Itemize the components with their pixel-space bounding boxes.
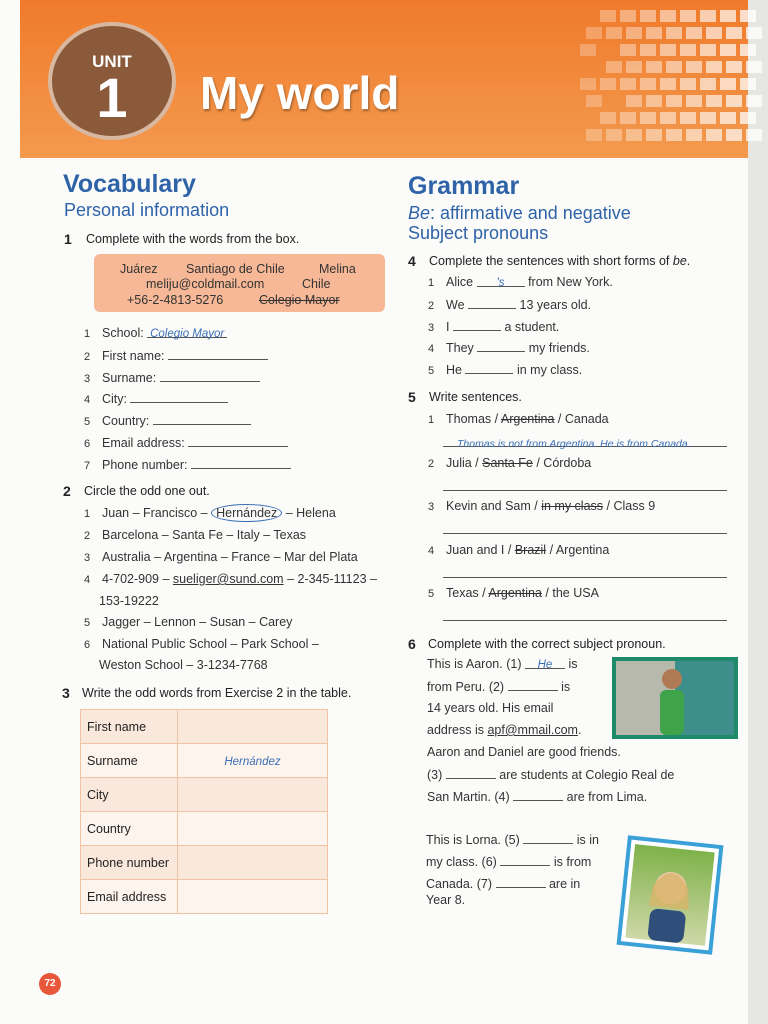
tile	[666, 95, 682, 107]
exercise-2-item-1	[84, 506, 336, 520]
handwritten-answer	[443, 612, 457, 624]
tile	[686, 27, 702, 39]
crossed-word: Argentina	[500, 412, 555, 426]
text: (3)	[427, 768, 443, 782]
handwritten-answer	[443, 569, 457, 581]
tile	[620, 10, 636, 22]
exercise-6-number: 6	[408, 636, 416, 652]
tile	[686, 61, 702, 73]
text: Canada. (7)	[426, 877, 493, 891]
text-aaron-line-2	[427, 679, 570, 694]
text: from Peru. (2)	[427, 680, 505, 694]
item-text: Kevin and Sam /	[446, 499, 538, 513]
item-number: 5	[428, 365, 435, 378]
tile	[726, 95, 742, 107]
exercise-5-number: 5	[408, 389, 416, 405]
item-text: my friends.	[528, 341, 590, 356]
boy-figure-icon	[616, 661, 734, 735]
unit-number: 1	[96, 66, 128, 129]
handwritten-answer: Colegio Mayor	[150, 328, 225, 340]
crossed-word: in my class	[541, 499, 604, 513]
tile	[586, 129, 602, 141]
tile	[620, 78, 636, 90]
box-word: Chile	[302, 277, 331, 291]
tile	[626, 27, 642, 39]
exercise-2-item-4-cont: 153-19222	[99, 594, 159, 608]
unit-label: UNIT	[92, 52, 132, 71]
exercise-4-item	[428, 275, 613, 289]
answer-blank[interactable]	[453, 319, 501, 331]
item-number: 3	[428, 321, 435, 334]
text: is	[568, 657, 578, 671]
tile	[646, 129, 662, 141]
tile	[746, 129, 762, 141]
text: is from	[553, 855, 592, 869]
row-value[interactable]	[178, 846, 328, 880]
row-value[interactable]	[178, 744, 328, 778]
item-text: They	[446, 341, 474, 356]
exercise-1-item	[84, 435, 288, 450]
item-number: 5	[84, 416, 91, 429]
text: are from Lima.	[566, 790, 648, 804]
item-text: Australia – Argentina – France – Mar del Plata	[102, 550, 358, 564]
crossed-word: Santa Fe	[482, 456, 533, 470]
item-text: Alice	[446, 275, 474, 289]
page-number: 72	[39, 973, 61, 995]
item-number: 3	[428, 501, 435, 513]
tile	[640, 44, 656, 56]
text-aaron-line-7	[427, 789, 647, 804]
tile	[640, 10, 656, 22]
tile	[706, 129, 722, 141]
exercise-5-item	[428, 499, 655, 513]
item-label: Email address:	[102, 436, 185, 450]
item-number: 6	[84, 438, 91, 450]
row-label: Email address	[81, 880, 178, 914]
answer-blank[interactable]	[477, 340, 525, 352]
handwritten-answer: Hernández	[224, 755, 281, 768]
box-word: meliju@coldmail.com	[146, 277, 265, 291]
exercise-2-number: 2	[63, 483, 71, 499]
answer-blank[interactable]	[191, 457, 291, 469]
text-aaron-line-1	[427, 657, 577, 671]
item-number: 5	[428, 588, 435, 600]
text: are in	[548, 877, 581, 891]
tile	[640, 78, 656, 90]
tile	[600, 10, 616, 22]
crossed-word: Brazil	[514, 543, 547, 557]
exercise-2-item-5	[84, 615, 292, 629]
item-label: Country:	[102, 414, 150, 429]
answer-blank[interactable]	[496, 876, 546, 888]
text-aaron-line-3: 14 years old. His email	[427, 701, 554, 715]
text: is in	[576, 833, 599, 847]
page-edge	[748, 0, 768, 1024]
subheading-rest: : affirmative and negative	[430, 203, 631, 223]
text-lorna-line-2	[426, 854, 591, 869]
decorative-tiles	[580, 10, 768, 150]
tile	[680, 44, 696, 56]
table-row	[81, 710, 328, 744]
table-row	[81, 778, 328, 812]
item-text: / Class 9	[606, 499, 656, 513]
tile	[726, 61, 742, 73]
answer-blank[interactable]	[130, 391, 228, 403]
tile	[680, 10, 696, 22]
tile	[580, 44, 596, 56]
table-row	[81, 812, 328, 846]
crossed-word: Argentina	[488, 586, 542, 600]
answer-blank[interactable]	[153, 413, 251, 425]
item-text: Julia /	[446, 456, 479, 470]
tile	[740, 10, 756, 22]
exercise-5-item	[428, 456, 591, 470]
item-text: Texas /	[446, 586, 486, 600]
word-box	[94, 254, 385, 312]
handwritten-answer	[443, 482, 457, 494]
tile	[606, 27, 622, 39]
tile	[586, 27, 602, 39]
exercise-4-item	[428, 297, 591, 312]
tile	[580, 78, 596, 90]
exercise-2-item-6	[84, 637, 319, 651]
item-number: 1	[428, 414, 435, 426]
answer-line[interactable]	[443, 434, 727, 450]
item-number: 4	[428, 545, 435, 557]
tile	[720, 78, 736, 90]
tile	[700, 10, 716, 22]
item-text: / Argentina	[549, 543, 610, 557]
exercise-6-instruction: Complete with the correct subject pronoun.	[428, 637, 666, 651]
text: address is	[427, 723, 484, 737]
item-number: 2	[428, 458, 435, 470]
item-text: Barcelona – Santa Fe – Italy – Texas	[102, 528, 307, 542]
item-number: 4	[428, 343, 435, 356]
item-number: 1	[84, 328, 91, 340]
answer-blank[interactable]	[465, 362, 513, 374]
answer-blank[interactable]	[147, 326, 227, 338]
item-text: Juan – Francisco –	[102, 506, 208, 520]
text: is	[561, 680, 571, 694]
answer-blank[interactable]	[160, 370, 260, 382]
tile	[646, 27, 662, 39]
item-text: a student.	[504, 319, 560, 334]
item-number: 1	[84, 508, 91, 520]
item-text: / the USA	[545, 586, 599, 600]
item-text: – Helena	[285, 506, 336, 520]
item-label: City:	[102, 392, 127, 407]
exercise-2-item-6-cont: Weston School – 3-1234-7768	[99, 658, 268, 672]
exercise-4-item	[428, 362, 582, 377]
answer-line[interactable]	[443, 565, 727, 578]
exercise-1-item	[84, 391, 228, 406]
row-label: Surname	[81, 744, 178, 778]
tile	[660, 10, 676, 22]
answer-blank[interactable]	[168, 348, 268, 360]
answer-blank[interactable]	[468, 297, 516, 309]
odd-words-table	[80, 709, 328, 914]
item-text: – 2-345-11123 –	[287, 572, 377, 586]
text-aaron-line-5: Aaron and Daniel are good friends.	[427, 745, 621, 759]
row-label: Phone number	[81, 846, 178, 880]
tile	[720, 112, 736, 124]
exercise-4-item	[428, 340, 590, 355]
text: This is Lorna. (5)	[426, 833, 520, 847]
box-word: Melina	[319, 262, 356, 276]
item-label: Surname:	[102, 370, 157, 385]
unit-title: My world	[200, 67, 400, 119]
tile	[686, 95, 702, 107]
exercise-1-item	[84, 370, 260, 385]
item-text: We	[446, 297, 465, 312]
exercise-5-instruction: Write sentences.	[429, 390, 522, 404]
text: my class. (6)	[426, 855, 497, 869]
tile	[740, 78, 756, 90]
grammar-subheading-2: Subject pronouns	[408, 223, 549, 243]
answer-blank[interactable]	[446, 767, 496, 779]
tile	[626, 61, 642, 73]
tile	[586, 95, 602, 107]
tile	[740, 44, 756, 56]
tile	[646, 95, 662, 107]
exercise-5-item	[428, 543, 609, 557]
exercise-5-item	[428, 586, 599, 600]
grammar-heading: Grammar	[408, 172, 520, 200]
exercise-1-item	[84, 457, 291, 472]
exercise-2-item-2	[84, 528, 306, 542]
tile	[606, 61, 622, 73]
tile	[746, 95, 762, 107]
tile	[720, 44, 736, 56]
row-value[interactable]	[178, 778, 328, 812]
answer-line[interactable]	[443, 521, 727, 534]
tile	[626, 129, 642, 141]
tile	[600, 78, 616, 90]
exercise-1-item	[84, 413, 251, 428]
table-row	[81, 744, 328, 778]
row-value[interactable]	[178, 880, 328, 914]
answer-blank[interactable]	[513, 789, 563, 801]
tile	[666, 129, 682, 141]
photo-lorna	[617, 835, 724, 954]
tile	[700, 112, 716, 124]
exercise-4-item	[428, 319, 559, 334]
vocabulary-heading: Vocabulary	[63, 170, 196, 198]
tile	[666, 27, 682, 39]
tile	[686, 129, 702, 141]
box-word-crossed: Colegio Mayor	[259, 293, 340, 307]
row-label: City	[81, 778, 178, 812]
tile	[640, 112, 656, 124]
exercise-2-instruction: Circle the odd one out.	[84, 484, 210, 498]
tile	[726, 27, 742, 39]
text: This is Aaron. (1)	[427, 657, 522, 671]
email-link: apf@mmail.com	[487, 723, 578, 737]
item-number: 3	[84, 372, 91, 385]
box-word: Santiago de Chile	[186, 262, 285, 276]
item-text: 13 years old.	[519, 297, 592, 312]
tile	[606, 129, 622, 141]
item-label: School:	[102, 326, 144, 340]
answer-blank[interactable]	[188, 435, 288, 447]
tile	[660, 44, 676, 56]
answer-blank[interactable]	[477, 275, 525, 287]
text: San Martin. (4)	[427, 790, 510, 804]
tile	[720, 10, 736, 22]
tile	[706, 95, 722, 107]
exercise-4-number: 4	[408, 253, 416, 269]
item-text: / Canada	[557, 412, 609, 426]
item-number: 4	[84, 574, 91, 586]
text-lorna-line-3	[426, 876, 580, 891]
tile	[620, 112, 636, 124]
item-text: I	[446, 319, 450, 334]
row-label: Country	[81, 812, 178, 846]
exercise-3-instruction: Write the odd words from Exercise 2 in the table.	[82, 686, 352, 700]
text-lorna-line-4: Year 8.	[426, 893, 466, 907]
handwritten-answer	[443, 525, 457, 537]
girl-figure-icon	[625, 844, 714, 946]
item-text: He	[446, 363, 462, 378]
exercise-1-item	[84, 348, 268, 363]
handwritten-answer: 's	[496, 277, 505, 289]
exercise-1-number: 1	[64, 231, 72, 247]
item-number: 4	[84, 394, 91, 407]
box-word: +56-2-4813-5276	[127, 293, 224, 307]
tile	[706, 61, 722, 73]
tile	[746, 61, 762, 73]
text: are students at Colegio Real de	[499, 768, 675, 782]
item-text: 4-702-909 –	[102, 572, 170, 586]
email-link: sueliger@sund.com	[172, 572, 284, 586]
tile	[680, 78, 696, 90]
grammar-subheading	[408, 203, 631, 224]
table-row	[81, 846, 328, 880]
tile	[660, 78, 676, 90]
item-text: / Córdoba	[536, 456, 592, 470]
row-value[interactable]	[178, 812, 328, 846]
row-label: First name	[81, 710, 178, 744]
tile	[680, 112, 696, 124]
item-number: 2	[84, 350, 91, 363]
exercise-5-item	[428, 412, 609, 426]
text-lorna-line-1	[426, 832, 599, 847]
box-word: Juárez	[120, 262, 158, 276]
answer-line[interactable]	[443, 478, 727, 491]
exercise-4-instruction: Complete the sentences with short forms of be.	[429, 254, 691, 268]
tile	[706, 27, 722, 39]
item-number: 3	[84, 552, 91, 564]
item-number: 2	[84, 530, 91, 542]
text-aaron-line-6	[427, 767, 674, 782]
item-number: 1	[428, 277, 435, 289]
tile	[700, 44, 716, 56]
answer-blank[interactable]	[508, 679, 558, 691]
handwritten-answer: Thomas is not from Argentina. He is from Canada.	[457, 438, 691, 450]
vocabulary-subheading: Personal information	[64, 200, 230, 220]
item-text: National Public School – Park School –	[102, 637, 319, 651]
answer-blank[interactable]	[525, 657, 565, 669]
tile	[726, 129, 742, 141]
tile	[626, 95, 642, 107]
be-word: Be	[408, 203, 431, 223]
tile	[740, 112, 756, 124]
tile	[666, 61, 682, 73]
item-text: in my class.	[516, 363, 583, 378]
tile	[746, 27, 762, 39]
answer-blank[interactable]	[500, 854, 550, 866]
item-text: from New York.	[528, 275, 613, 289]
item-number: 6	[84, 639, 91, 651]
text-aaron-line-4: address is apf@mmail.com.	[427, 723, 582, 737]
tile	[600, 112, 616, 124]
tile	[620, 44, 636, 56]
instruction-text: Complete the sentences with short forms of	[429, 254, 673, 268]
exercise-2-item-4	[84, 572, 377, 586]
circled-answer: Hernández	[211, 504, 282, 522]
table-row	[81, 880, 328, 914]
item-number: 7	[84, 459, 91, 472]
instruction-em: be	[672, 254, 687, 268]
exercise-3-number: 3	[62, 685, 70, 701]
tile	[700, 78, 716, 90]
answer-blank[interactable]	[523, 832, 573, 844]
row-value[interactable]	[178, 710, 328, 744]
tile	[646, 61, 662, 73]
item-text: Thomas /	[446, 412, 499, 426]
item-text: Jagger – Lennon – Susan – Carey	[102, 615, 293, 629]
answer-line[interactable]	[443, 608, 727, 621]
tile	[660, 112, 676, 124]
item-label: Phone number:	[102, 457, 188, 472]
item-label: First name:	[102, 348, 165, 363]
exercise-2-item-3	[84, 550, 358, 564]
exercise-1-instruction: Complete with the words from the box.	[86, 232, 300, 246]
item-number: 2	[428, 299, 435, 312]
item-text: Juan and I /	[446, 543, 512, 557]
unit-badge	[48, 22, 176, 140]
photo-aaron	[612, 657, 738, 739]
item-number: 5	[84, 617, 91, 629]
handwritten-answer: He	[537, 659, 553, 671]
exercise-1-item	[84, 326, 227, 340]
